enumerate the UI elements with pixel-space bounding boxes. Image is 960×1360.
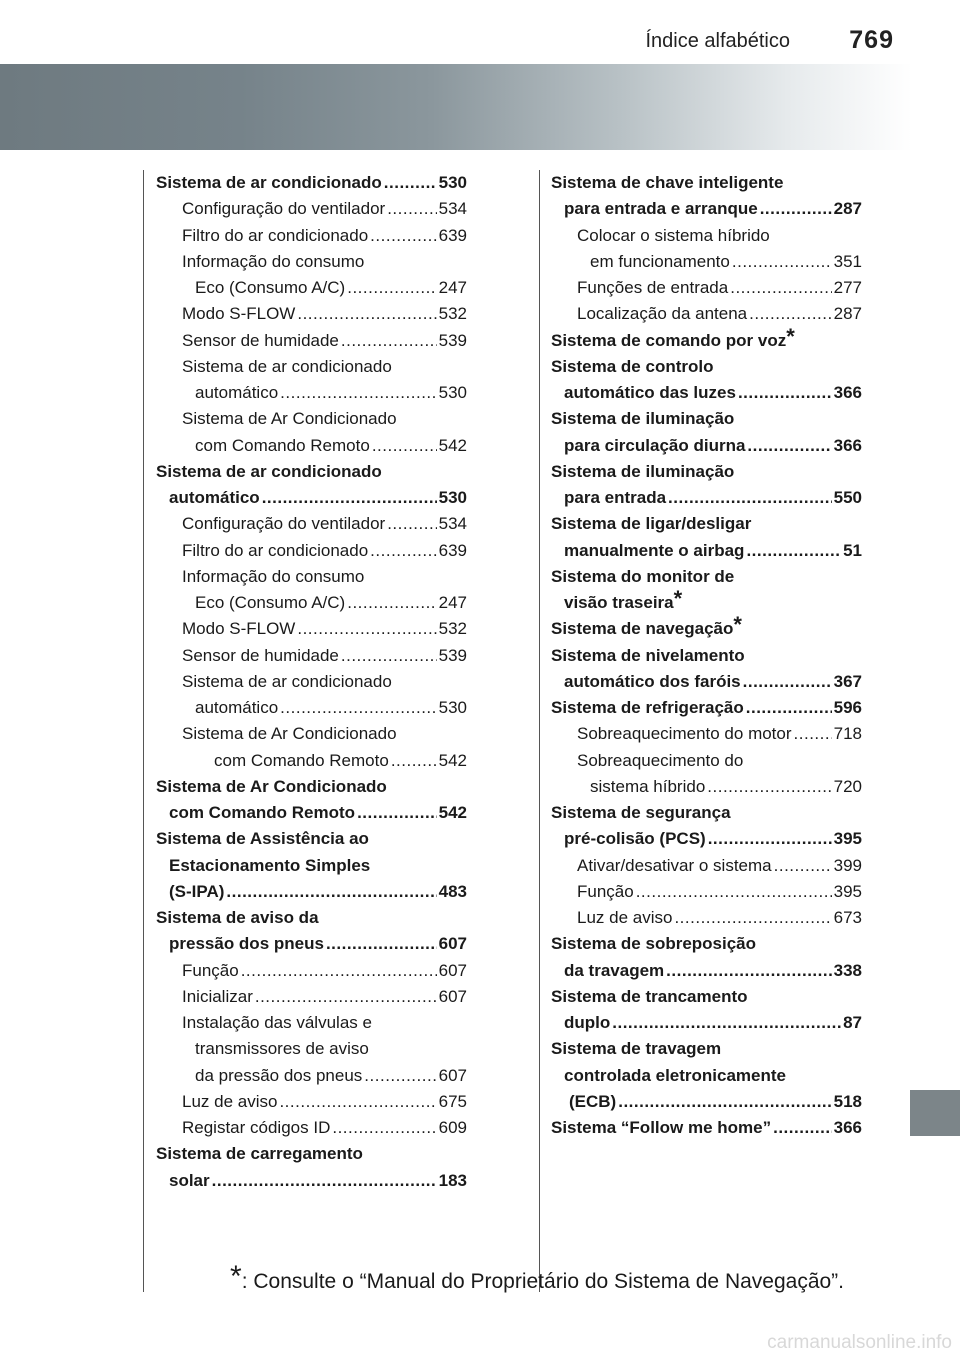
- dot-leader: [708, 826, 832, 852]
- index-entry-label: Sistema de Ar Condicionado: [182, 409, 397, 429]
- dot-leader: [618, 1089, 831, 1115]
- index-entry-page: 720: [833, 776, 862, 796]
- index-entry: [156, 406, 467, 432]
- index-entry-page: 639: [438, 225, 467, 245]
- index-entry: [551, 223, 862, 249]
- index-entry-page: 483: [438, 881, 467, 901]
- index-entry: [551, 853, 862, 879]
- index-entry-label: com Comando Remoto: [169, 803, 356, 822]
- dot-leader: [341, 643, 437, 669]
- dot-leader: [226, 879, 436, 905]
- index-entry-label: pré-colisão (PCS): [564, 829, 706, 849]
- index-entry-label: Sistema de aviso da: [156, 908, 319, 927]
- index-entry-label: Sistema de chave inteligente: [551, 173, 784, 192]
- index-entry-label: Sistema de carregamento: [156, 1144, 363, 1164]
- index-entry: [551, 538, 862, 564]
- index-entry: [551, 984, 862, 1010]
- index-entry-page: 542: [438, 803, 467, 822]
- index-entry-label: Estacionamento Simples: [169, 855, 371, 875]
- index-entry: [551, 1063, 862, 1089]
- index-entry-page: 539: [438, 645, 467, 665]
- index-entry: [156, 223, 467, 249]
- watermark: carmanualsonline.info: [767, 1332, 952, 1353]
- index-entry: [551, 958, 862, 984]
- index-entry: [156, 853, 467, 879]
- dot-leader: [738, 380, 832, 406]
- index-entry-page: 530: [438, 383, 467, 402]
- index-entry-label: Sistema de navegação: [551, 619, 734, 639]
- index-entry-label: da travagem: [564, 960, 665, 980]
- index-entry: [156, 590, 467, 616]
- index-entry-label: Funções de entrada: [577, 278, 729, 297]
- index-entry: [156, 170, 467, 196]
- dot-leader: [347, 275, 436, 301]
- index-entry-label: Sistema de controlo: [551, 356, 714, 376]
- index-entry: [551, 564, 862, 590]
- index-entry: [551, 774, 862, 800]
- index-entry: [156, 774, 467, 800]
- index-entry-label: Luz de aviso: [182, 1091, 278, 1111]
- index-entry: [156, 616, 467, 642]
- index-entry-page: 51: [843, 540, 862, 560]
- index-entry-label: em funcionamento: [590, 251, 730, 271]
- left-column-rule: [143, 170, 144, 1292]
- index-entry-label: Sistema de iluminação: [551, 409, 735, 429]
- index-entry-label: Sistema de Ar Condicionado: [182, 724, 397, 744]
- index-entry-label: duplo: [564, 1013, 611, 1032]
- index-entry-page: 673: [833, 908, 862, 927]
- index-entry-page: 639: [438, 540, 467, 560]
- index-entry-label: Ativar/desativar o sistema: [577, 855, 772, 875]
- index-entry-label: visão traseira: [564, 593, 674, 612]
- footnote-star: *: [230, 1260, 242, 1293]
- index-entry-label: Sistema de ar condicionado: [182, 671, 392, 691]
- index-entry-label: Eco (Consumo A/C): [195, 593, 346, 612]
- index-entry: [156, 564, 467, 590]
- index-entry-page: 399: [833, 855, 862, 875]
- header-banner: [0, 64, 960, 150]
- dot-leader: [212, 1168, 437, 1194]
- index-entry-label: para circulação diurna: [564, 435, 746, 455]
- index-entry-label: Luz de aviso: [577, 908, 673, 927]
- index-entry-label: automático dos faróis: [564, 671, 741, 691]
- index-entry-label: sistema híbrido: [590, 776, 706, 796]
- index-entry-page: 351: [833, 251, 862, 271]
- index-entry-label: Sistema de refrigeração: [551, 698, 744, 717]
- index-entry: [156, 879, 467, 905]
- dot-leader: [370, 538, 436, 564]
- index-entry-page: 607: [438, 934, 467, 954]
- index-entry: [156, 800, 467, 826]
- index-entry-label: Sistema de Assistência ao: [156, 829, 369, 849]
- index-entry-page: 534: [438, 199, 467, 219]
- dot-leader: [297, 616, 436, 642]
- index-entry-page: 338: [833, 960, 862, 980]
- index-entry-page: 183: [438, 1170, 467, 1190]
- dot-leader: [668, 485, 832, 511]
- index-entry: [156, 249, 467, 275]
- index-entry: [156, 905, 467, 931]
- index-entry: [551, 1089, 862, 1115]
- dot-leader: [372, 433, 437, 459]
- index-entry-label: Função: [577, 881, 634, 901]
- index-entry-page: 247: [438, 278, 467, 297]
- dot-leader: [774, 853, 832, 879]
- dot-leader: [280, 380, 436, 406]
- index-entry-page: 542: [438, 750, 467, 770]
- index-entry-page: 530: [438, 698, 467, 717]
- dot-leader: [241, 958, 437, 984]
- dot-leader: [326, 931, 437, 957]
- index-entry: [156, 538, 467, 564]
- index-entry: visão traseira *: [551, 590, 862, 616]
- index-entry-label: Sistema de trancamento: [551, 986, 748, 1006]
- index-entry: [551, 380, 862, 406]
- index-entry: [551, 459, 862, 485]
- index-column-right: [551, 170, 862, 1141]
- index-column-left: [156, 170, 467, 1194]
- dot-leader: [357, 800, 437, 826]
- index-entry-page: 287: [833, 199, 862, 219]
- page-number: 769: [849, 26, 894, 54]
- index-entry-label: automático: [195, 698, 279, 717]
- index-entry-label: Instalação das válvulas e: [182, 1013, 372, 1032]
- dot-leader: [387, 196, 436, 222]
- index-entry-label: Filtro do ar condicionado: [182, 225, 369, 245]
- index-entry: [156, 1036, 467, 1062]
- dot-leader: [746, 695, 832, 721]
- dot-leader: [364, 1063, 436, 1089]
- index-entry: [551, 643, 862, 669]
- index-entry: [551, 800, 862, 826]
- index-entry: [551, 275, 862, 301]
- index-entry-label: Filtro do ar condicionado: [182, 540, 369, 560]
- index-entry: [156, 958, 467, 984]
- index-entry-label: Função: [182, 960, 239, 980]
- index-entry: [551, 1115, 862, 1141]
- dot-leader: [370, 223, 436, 249]
- index-entry-page: 287: [833, 304, 862, 324]
- index-entry-label: Sistema “Follow me home”: [551, 1118, 772, 1137]
- index-entry-page: 277: [833, 278, 862, 297]
- index-entry-label: Configuração do ventilador: [182, 199, 386, 219]
- index-entry-label: com Comando Remoto: [214, 750, 389, 770]
- index-entry: [156, 275, 467, 301]
- index-entry-page: 367: [833, 671, 862, 691]
- index-entry: [156, 196, 467, 222]
- index-entry-page: 366: [833, 435, 862, 455]
- index-entry: [156, 354, 467, 380]
- index-entry-label: Sistema de comando por voz: [551, 330, 787, 350]
- index-entry-label: Sobreaquecimento do motor: [577, 724, 792, 744]
- index-entry: [156, 380, 467, 406]
- index-entry-page: 542: [438, 435, 467, 455]
- index-entry-label: Sistema de sobreposição: [551, 934, 757, 954]
- index-entry-label: Sobreaquecimento do: [577, 750, 744, 770]
- index-entry-page: 596: [833, 698, 862, 717]
- index-entry: [156, 1168, 467, 1194]
- index-entry-label: Localização da antena: [577, 304, 748, 324]
- dot-leader: [746, 538, 841, 564]
- index-entry-label: pressão dos pneus: [169, 934, 324, 954]
- footnote-text: : Consulte o “Manual do Proprietário do Sistema de Navegação”.: [241, 1270, 845, 1293]
- index-entry: Sistema de comando por voz *: [551, 328, 862, 354]
- dot-leader: [255, 984, 437, 1010]
- index-entry-label: Registar códigos ID: [182, 1118, 331, 1137]
- index-entry-label: manualmente o airbag: [564, 540, 745, 560]
- index-entry-page: 530: [438, 488, 467, 507]
- index-entry-label: transmissores de aviso: [195, 1039, 369, 1059]
- index-entry: [551, 354, 862, 380]
- index-entry: [156, 643, 467, 669]
- index-entry-page: 532: [438, 619, 467, 639]
- index-entry-label: Sistema de ar condicionado: [156, 173, 382, 192]
- index-entry: [551, 301, 862, 327]
- dot-leader: [666, 958, 831, 984]
- index-entry-label: Sistema de iluminação: [551, 461, 735, 481]
- index-entry: [551, 249, 862, 275]
- dot-leader: [674, 905, 831, 931]
- dot-leader: [636, 879, 832, 905]
- dot-leader: [707, 774, 831, 800]
- index-entry-label: Sistema do monitor de: [551, 566, 735, 586]
- index-entry-label: da pressão dos pneus: [195, 1065, 363, 1085]
- index-entry: [551, 721, 862, 747]
- index-entry: [551, 1010, 862, 1036]
- index-entry-page: 607: [438, 986, 467, 1006]
- dot-leader: [347, 590, 436, 616]
- index-entry-page: 675: [438, 1091, 467, 1111]
- dot-leader: [773, 1115, 832, 1141]
- index-entry: [156, 984, 467, 1010]
- index-entry: [551, 905, 862, 931]
- index-entry-page: 539: [438, 330, 467, 350]
- index-entry-page: 366: [833, 1118, 862, 1137]
- index-entry: [551, 485, 862, 511]
- index-entry-page: 550: [833, 488, 862, 507]
- index-entry: [156, 721, 467, 747]
- index-entry: [156, 826, 467, 852]
- dot-leader: [280, 695, 436, 721]
- index-entry-label: Informação do consumo: [182, 566, 365, 586]
- index-entry: [156, 1063, 467, 1089]
- index-entry-label: (ECB): [569, 1091, 617, 1111]
- dot-leader: [743, 669, 832, 695]
- index-entry-label: automático: [169, 488, 260, 507]
- index-entry-label: para entrada: [564, 488, 667, 507]
- index-entry: [156, 1115, 467, 1141]
- index-entry-label: Inicializar: [182, 986, 253, 1006]
- index-entry-page: 395: [833, 829, 862, 849]
- middle-column-rule: [539, 170, 540, 1292]
- index-entry-page: 366: [833, 383, 862, 402]
- index-entry: [156, 511, 467, 537]
- index-entry-label: Sistema de ar condicionado: [182, 356, 392, 376]
- index-entry-label: Sistema de nivelamento: [551, 645, 745, 665]
- index-entry: [156, 1141, 467, 1167]
- index-entry-label: Sistema de ar condicionado: [156, 461, 382, 481]
- index-entry: [156, 1089, 467, 1115]
- section-title: Índice alfabético: [645, 30, 790, 52]
- index-entry-page: 607: [438, 1065, 467, 1085]
- dot-leader: [262, 485, 437, 511]
- index-entry: [156, 301, 467, 327]
- index-entry-page: 247: [438, 593, 467, 612]
- index-entry-page: 532: [438, 304, 467, 324]
- index-entry-label: Eco (Consumo A/C): [195, 278, 346, 297]
- index-entry-page: 718: [833, 724, 862, 744]
- index-entry: [156, 695, 467, 721]
- index-entry: Sistema de navegação *: [551, 616, 862, 642]
- index-entry: [156, 459, 467, 485]
- dot-leader: [730, 275, 831, 301]
- dot-leader: [384, 170, 437, 196]
- index-entry-label: automático: [195, 383, 279, 402]
- index-entry: [551, 511, 862, 537]
- index-entry-page: 518: [833, 1091, 862, 1111]
- index-entry-label: (S-IPA): [169, 881, 225, 901]
- index-entry: [156, 748, 467, 774]
- index-entry-page: 534: [438, 514, 467, 534]
- dot-leader: [794, 721, 832, 747]
- index-entry-label: Sistema de ligar/desligar: [551, 514, 752, 534]
- index-entry: [156, 485, 467, 511]
- index-entry: [551, 669, 862, 695]
- dot-leader: [332, 1115, 436, 1141]
- index-entry-page: 607: [438, 960, 467, 980]
- index-entry: [156, 931, 467, 957]
- index-entry: [156, 1010, 467, 1036]
- dot-leader: [612, 1010, 841, 1036]
- index-entry: [551, 170, 862, 196]
- index-entry: [551, 879, 862, 905]
- index-entry-label: Sistema de travagem: [551, 1039, 722, 1059]
- dot-leader: [747, 433, 831, 459]
- section-tab-marker: [910, 1090, 960, 1136]
- page-header: [0, 0, 960, 64]
- dot-leader: [279, 1089, 436, 1115]
- index-entry: [551, 196, 862, 222]
- index-entry: [156, 433, 467, 459]
- index-entry-label: Modo S-FLOW: [182, 304, 296, 324]
- index-entry-label: Sensor de humidade: [182, 645, 339, 665]
- index-entry-page: 395: [833, 881, 862, 901]
- index-entry-label: Colocar o sistema híbrido: [577, 225, 770, 245]
- index-entry-label: para entrada e arranque: [564, 199, 758, 219]
- index-entry: [551, 406, 862, 432]
- dot-leader: [297, 301, 436, 327]
- index-entry-label: Sistema de Ar Condicionado: [156, 776, 387, 796]
- index-entry-label: Sistema de segurança: [551, 803, 731, 822]
- index-entry-label: Informação do consumo: [182, 251, 365, 271]
- index-entry-label: controlada eletronicamente: [564, 1065, 787, 1085]
- index-entry-label: solar: [169, 1170, 210, 1190]
- index-entry: [551, 1036, 862, 1062]
- index-entry-label: com Comando Remoto: [195, 435, 370, 455]
- index-entry-label: automático das luzes: [564, 383, 736, 402]
- index-entry: [551, 695, 862, 721]
- index-entry: [551, 826, 862, 852]
- index-entry: [551, 433, 862, 459]
- dot-leader: [387, 511, 436, 537]
- index-entry-label: Configuração do ventilador: [182, 514, 386, 534]
- index-entry: [551, 931, 862, 957]
- dot-leader: [341, 328, 437, 354]
- index-entry-page: 87: [843, 1013, 862, 1032]
- dot-leader: [391, 748, 437, 774]
- index-entry: [156, 669, 467, 695]
- footnote: [230, 1262, 844, 1296]
- index-entry-label: Modo S-FLOW: [182, 619, 296, 639]
- dot-leader: [760, 196, 832, 222]
- index-entry-label: Sensor de humidade: [182, 330, 339, 350]
- index-entry: [156, 328, 467, 354]
- dot-leader: [732, 249, 832, 275]
- index-entry-page: 530: [438, 173, 467, 192]
- index-entry: [551, 748, 862, 774]
- index-entry-page: 609: [438, 1118, 467, 1137]
